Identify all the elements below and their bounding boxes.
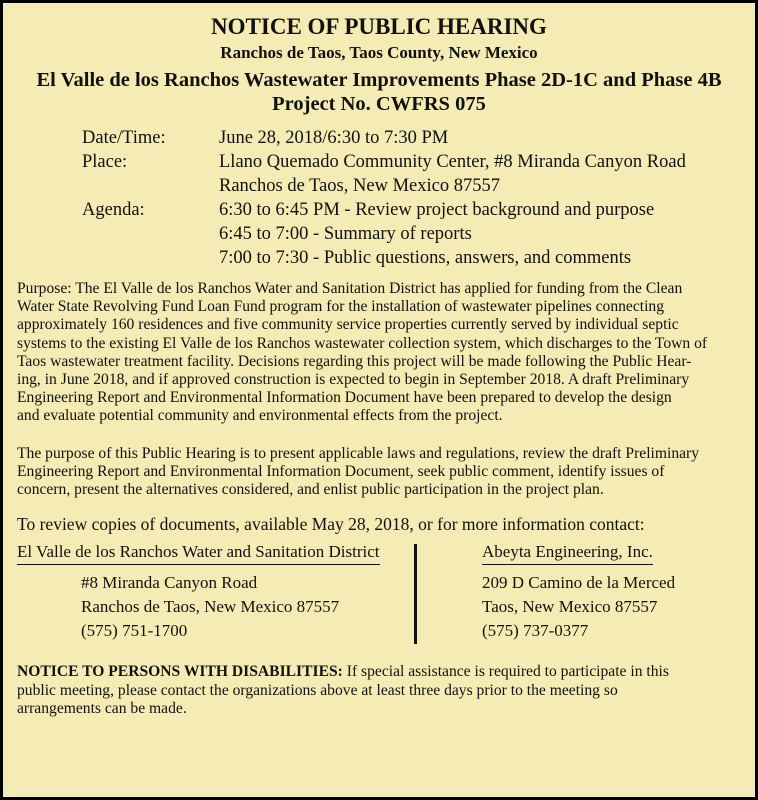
- paragraph-line: and evaluate potential community and environmental effects from the project.: [17, 407, 503, 425]
- meeting-details: [82, 126, 741, 270]
- district-name: El Valle de los Ranchos Water and Sanitation District: [17, 541, 380, 565]
- district-phone: (575) 751-1700: [81, 621, 188, 641]
- notice-title: NOTICE OF PUBLIC HEARING: [211, 14, 547, 39]
- paragraph-line: Water State Revolving Fund Loan Fund program for the installation of wastewater pipelines connecting: [17, 298, 665, 316]
- datetime-row: [82, 126, 741, 150]
- location-subtitle: Ranchos de Taos, Taos County, New Mexico: [220, 43, 538, 62]
- engineer-phone: (575) 737-0377: [482, 621, 589, 641]
- paragraph-line: If special assistance is required to participate in this: [342, 663, 669, 681]
- paragraph-line: Taos wastewater treatment facility. Decisions regarding this project will be made following the Public Hear-: [17, 352, 692, 370]
- disabilities-notice: [17, 663, 741, 719]
- paragraph-line: ing, in June 2018, and if approved construction is expected to begin in September 2018. A draft Preliminary: [17, 371, 690, 389]
- engineer-address-1: 209 D Camino de la Merced: [482, 573, 676, 593]
- paragraph-line: concern, present the alternatives considered, and enlist public participation in the project plan.: [17, 481, 604, 499]
- place-row: [82, 150, 741, 174]
- paragraph-line: public meeting, please contact the organizations above at least three days prior to the meeting so: [17, 681, 618, 699]
- agenda-row: [82, 198, 741, 222]
- district-contact: [17, 541, 412, 649]
- agenda-row-3: [82, 246, 741, 270]
- paragraph-line: Purpose: The El Valle de los Ranchos Water and Sanitation District has applied for funding from the Clean: [17, 280, 683, 297]
- contacts-section: [17, 541, 741, 649]
- purpose-paragraph: [17, 280, 741, 426]
- paragraph-line: arrangements can be made.: [17, 700, 187, 718]
- engineer-contact: [412, 541, 675, 649]
- district-address-2: Ranchos de Taos, New Mexico 87557: [81, 597, 340, 617]
- place-line-2: Ranchos de Taos, New Mexico 87557: [219, 176, 500, 196]
- notice-page: [3, 3, 755, 797]
- datetime-label: Date/Time:: [82, 128, 166, 148]
- disabilities-notice-lead: NOTICE TO PERSONS WITH DISABILITIES:: [17, 663, 343, 681]
- datetime-value: June 28, 2018/6:30 to 7:30 PM: [219, 128, 449, 148]
- project-number: Project No. CWFRS 075: [272, 93, 486, 115]
- agenda-item: 6:30 to 6:45 PM - Review project background and purpose: [219, 200, 655, 220]
- agenda-item: 7:00 to 7:30 - Public questions, answers, and comments: [219, 248, 632, 268]
- agenda-item: 6:45 to 7:00 - Summary of reports: [219, 224, 472, 244]
- paragraph-line: Engineering Report and Environmental Information Document have been prepared to develop the design: [17, 389, 672, 407]
- district-address-1: #8 Miranda Canyon Road: [81, 573, 258, 593]
- review-contact-line: To review copies of documents, available May 28, 2018, or for more information contact:: [17, 514, 645, 535]
- paragraph-line: Engineering Report and Environmental Information Document, seek public comment, identify issues of: [17, 462, 665, 480]
- hearing-purpose-paragraph: [17, 445, 741, 500]
- agenda-row-2: [82, 222, 741, 246]
- paragraph-line: systems to the existing El Valle de los Ranchos wastewater collection system, which discharges to the Town of: [17, 334, 708, 352]
- place-row-2: [82, 174, 741, 198]
- paragraph-line: The purpose of this Public Hearing is to present applicable laws and regulations, review the draft Preliminary: [17, 444, 700, 462]
- engineer-name: Abeyta Engineering, Inc.: [482, 541, 653, 565]
- agenda-label: Agenda:: [82, 200, 145, 220]
- place-line-1: Llano Quemado Community Center, #8 Miranda Canyon Road: [219, 152, 686, 172]
- paragraph-line: approximately 160 residences and five community service properties currently served by individual septic: [17, 316, 679, 334]
- project-title-line-1: El Valle de los Ranchos Wastewater Improvements Phase 2D-1C and Phase 4B: [36, 69, 722, 91]
- engineer-address-2: Taos, New Mexico 87557: [482, 597, 658, 617]
- place-label: Place:: [82, 152, 128, 172]
